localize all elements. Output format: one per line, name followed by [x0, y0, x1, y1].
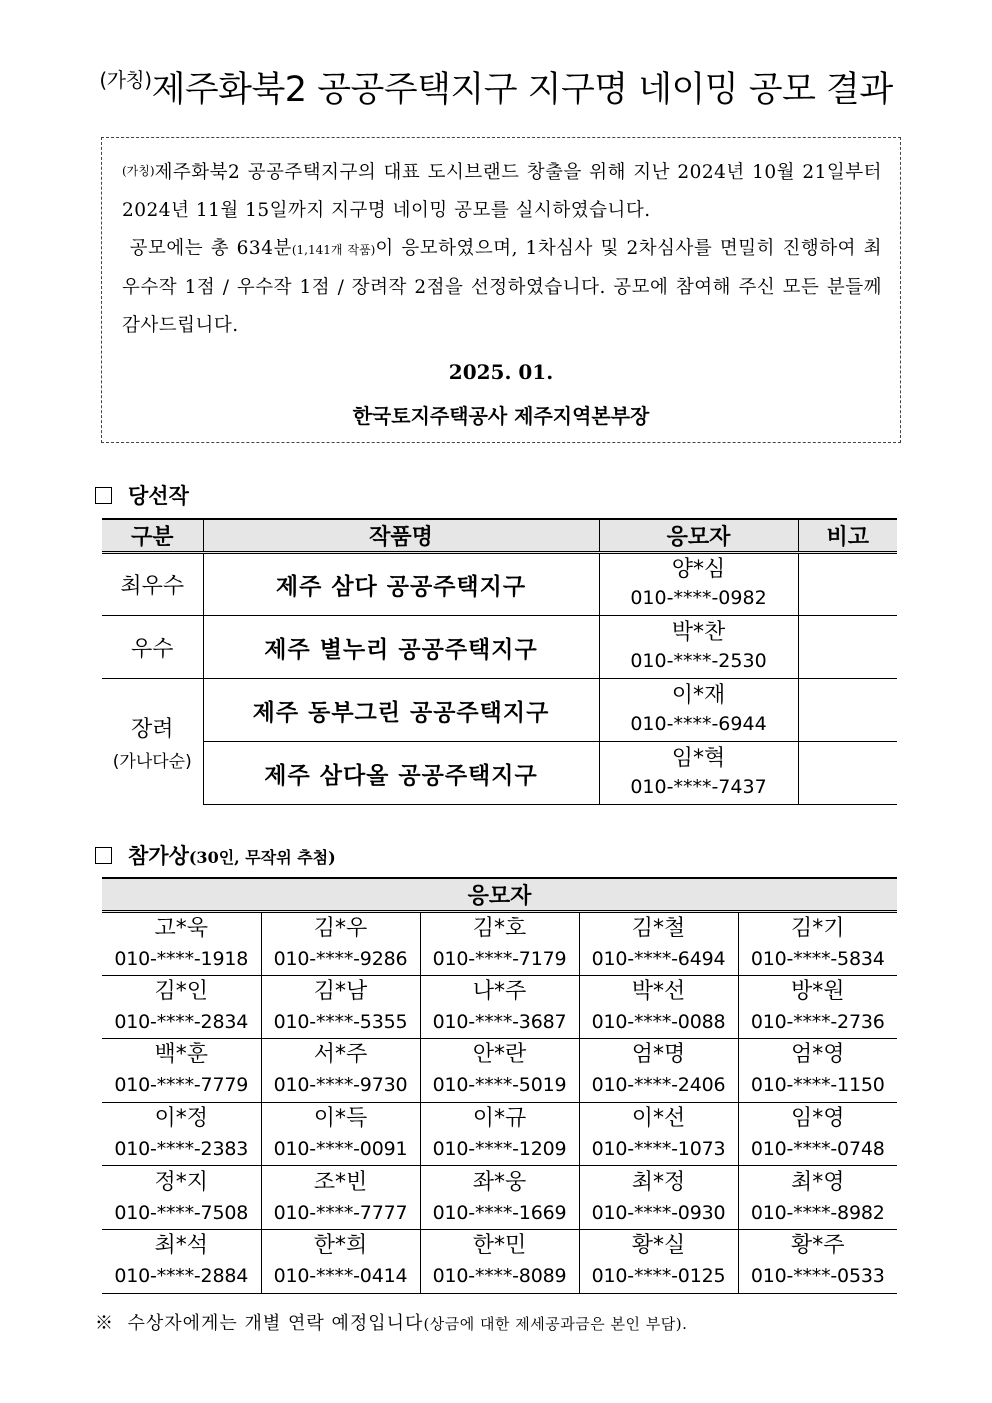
table-row [102, 616, 897, 679]
notice-p2-small: (1,141개 작품) [291, 243, 376, 257]
applicant-phone: 010-****-0091 [273, 1138, 408, 1161]
applicant-name: 박*선 [631, 978, 686, 1004]
applicant-cell [261, 1039, 420, 1103]
participation-body [102, 912, 897, 1294]
applicant-phone: 010-****-0982 [630, 587, 767, 609]
applicant-cell [579, 912, 738, 976]
applicant-name: 박*찬 [671, 619, 726, 645]
applicant-cell [420, 1229, 579, 1293]
participation-heading-text: 참가상 [128, 843, 189, 868]
applicant-cell [579, 1166, 738, 1230]
applicant-cell [102, 1166, 261, 1230]
applicant-cell [102, 1039, 261, 1103]
applicant-phone: 010-****-6944 [630, 712, 767, 735]
work-cell: 제주 동부그린 공공주택지구 [203, 679, 599, 742]
applicant-phone: 010-****-9286 [273, 947, 408, 970]
category-label: 장려 [130, 716, 174, 742]
header-applicant: 응모자 [599, 519, 798, 553]
participation-table [102, 877, 897, 1294]
applicant-cell [579, 975, 738, 1039]
winners-heading-text: 당선작 [128, 483, 189, 508]
applicant-phone: 010-****-2884 [114, 1265, 249, 1288]
header-note: 비고 [798, 519, 897, 553]
applicant-cell [599, 742, 798, 805]
applicant-cell [261, 1166, 420, 1230]
applicant-name: 이*정 [154, 1106, 208, 1132]
footnote [95, 1309, 687, 1335]
reference-mark-icon: ※ [95, 1313, 114, 1334]
work-cell: 제주 별누리 공공주택지구 [203, 616, 599, 679]
square-bullet-icon [95, 487, 112, 504]
participation-heading-sub: (30인, 무작위 추첨) [188, 848, 336, 867]
applicant-cell [102, 1229, 261, 1293]
applicant-phone: 010-****-2736 [750, 1010, 885, 1033]
applicant-phone: 010-****-8089 [432, 1265, 567, 1288]
work-cell: 제주 삼다 공공주택지구 [203, 553, 599, 616]
applicant-phone: 010-****-8982 [750, 1201, 885, 1224]
notice-box [101, 137, 901, 443]
applicant-name: 고*욱 [154, 915, 208, 941]
applicant-name: 나*주 [472, 978, 527, 1004]
table-row [102, 1166, 897, 1230]
applicant-phone: 010-****-7777 [273, 1201, 408, 1224]
winners-table [102, 518, 897, 805]
notice-paragraph-2 [122, 230, 882, 345]
notice-p1-prefix: (가칭) [122, 164, 155, 178]
applicant-name: 안*란 [472, 1042, 527, 1068]
applicant-cell [261, 1102, 420, 1166]
applicant-cell [420, 1102, 579, 1166]
applicant-name: 김*철 [631, 915, 686, 941]
notice-p2-a: 공모에는 총 634분 [129, 238, 292, 259]
applicant-cell [599, 616, 798, 679]
applicant-cell [738, 1229, 897, 1293]
table-row [102, 553, 897, 616]
applicant-name: 이*득 [313, 1106, 368, 1132]
applicant-phone: 010-****-1669 [432, 1201, 567, 1224]
category-cell: 최우수 [102, 553, 203, 616]
applicant-cell [738, 1102, 897, 1166]
applicant-name: 이*규 [472, 1106, 527, 1132]
title-main: 제주화북2 공공주택지구 지구명 네이밍 공모 결과 [151, 70, 893, 110]
applicant-name: 조*빈 [313, 1169, 368, 1195]
notice-p2-b: 이 응모하였으며, 1차심사 및 2차심사를 면밀히 진행하여 최우수작 1점 / 우수작 1점 / 장려작 2점을 선정하였습니다. 공모에 참여해 주신 모든 분들께 감사드립니다. [122, 238, 882, 336]
winners-heading [95, 480, 189, 510]
applicant-phone: 010-****-6494 [591, 947, 726, 970]
applicant-cell [261, 1229, 420, 1293]
note-cell [798, 616, 897, 679]
applicant-phone: 010-****-5834 [750, 947, 885, 970]
applicant-phone: 010-****-7508 [114, 1201, 249, 1224]
applicant-phone: 010-****-0088 [591, 1010, 726, 1033]
applicant-name: 김*인 [154, 978, 208, 1004]
applicant-cell [420, 912, 579, 976]
winners-header-row [102, 519, 897, 553]
applicant-phone: 010-****-5355 [273, 1010, 408, 1033]
applicant-cell [738, 912, 897, 976]
table-row [102, 1039, 897, 1103]
applicant-name: 이*재 [671, 682, 726, 708]
square-bullet-icon [95, 847, 112, 864]
page-title [0, 62, 992, 112]
note-cell [798, 553, 897, 616]
applicant-cell [599, 553, 798, 616]
applicant-name: 김*호 [472, 915, 527, 941]
applicant-cell [261, 975, 420, 1039]
applicant-phone: 010-****-2406 [591, 1074, 726, 1097]
applicant-cell [102, 975, 261, 1039]
table-row [102, 975, 897, 1039]
applicant-name: 양*심 [671, 557, 726, 582]
applicant-phone: 010-****-0125 [591, 1265, 726, 1288]
applicant-name: 김*남 [313, 978, 368, 1004]
applicant-name: 김*우 [313, 915, 368, 941]
table-row [102, 679, 897, 742]
applicant-name: 서*주 [313, 1042, 368, 1068]
applicant-name: 정*지 [154, 1169, 208, 1195]
applicant-phone: 010-****-1150 [750, 1074, 885, 1097]
applicant-name: 한*희 [313, 1233, 368, 1259]
applicant-cell [738, 1166, 897, 1230]
applicant-name: 좌*웅 [472, 1169, 527, 1195]
title-prefix: (가칭) [99, 68, 152, 92]
applicant-phone: 010-****-1209 [432, 1138, 567, 1161]
applicant-cell [102, 912, 261, 976]
table-row [102, 742, 897, 805]
applicant-phone: 010-****-1073 [591, 1138, 726, 1161]
category-cell: 우수 [102, 616, 203, 679]
applicant-phone: 010-****-3687 [432, 1010, 567, 1033]
header-applicant: 응모자 [102, 878, 897, 912]
applicant-phone: 010-****-7437 [630, 775, 767, 798]
header-work: 작품명 [203, 519, 599, 553]
applicant-cell [261, 912, 420, 976]
notice-paragraph-1 [122, 152, 882, 230]
applicant-phone: 010-****-7179 [432, 947, 567, 970]
applicant-name: 임*혁 [671, 745, 726, 771]
applicant-cell [579, 1039, 738, 1103]
applicant-name: 백*훈 [154, 1042, 208, 1068]
applicant-name: 임*영 [790, 1106, 845, 1132]
applicant-phone: 010-****-1918 [114, 947, 249, 970]
header-category: 구분 [102, 519, 203, 553]
applicant-name: 최*영 [790, 1169, 845, 1195]
applicant-phone: 010-****-5019 [432, 1074, 567, 1097]
applicant-phone: 010-****-2834 [114, 1010, 249, 1033]
note-cell [798, 679, 897, 742]
applicant-phone: 010-****-2383 [114, 1138, 249, 1161]
category-sub: (가나다순) [112, 751, 192, 772]
table-row [102, 1229, 897, 1293]
applicant-cell [420, 1166, 579, 1230]
applicant-cell [579, 1229, 738, 1293]
applicant-name: 한*민 [472, 1233, 527, 1259]
work-cell: 제주 삼다올 공공주택지구 [203, 742, 599, 805]
category-cell [102, 679, 203, 805]
applicant-phone: 010-****-0930 [591, 1201, 726, 1224]
applicant-phone: 010-****-0533 [750, 1265, 885, 1288]
footnote-text: 수상자에게는 개별 연락 예정입니다 [127, 1313, 424, 1334]
table-row [102, 1102, 897, 1166]
table-row [102, 912, 897, 976]
applicant-phone: 010-****-0748 [750, 1138, 885, 1161]
applicant-name: 엄*영 [790, 1042, 845, 1068]
notice-date: 2025. 01. [448, 360, 554, 384]
applicant-name: 엄*명 [631, 1042, 686, 1068]
footnote-small: (상금에 대한 제세공과금은 본인 부담). [423, 1315, 688, 1333]
applicant-name: 방*원 [790, 978, 845, 1004]
applicant-cell [738, 975, 897, 1039]
applicant-cell [102, 1102, 261, 1166]
notice-org: 한국토지주택공사 제주지역본부장 [352, 404, 650, 428]
notice-p1-text: 제주화북2 공공주택지구의 대표 도시브랜드 창출을 위해 지난 2024년 10월 21일부터 2024년 11월 15일까지 지구명 네이밍 공모를 실시하였습니다. [122, 162, 882, 221]
applicant-name: 황*실 [631, 1233, 686, 1259]
applicant-name: 김*기 [790, 915, 845, 941]
applicant-phone: 010-****-0414 [273, 1265, 408, 1288]
applicant-phone: 010-****-9730 [273, 1074, 408, 1097]
applicant-cell [738, 1039, 897, 1103]
applicant-cell [420, 1039, 579, 1103]
note-cell [798, 742, 897, 805]
applicant-name: 이*선 [631, 1106, 686, 1132]
applicant-cell [599, 679, 798, 742]
applicant-phone: 010-****-7779 [114, 1074, 249, 1097]
applicant-name: 황*주 [790, 1233, 845, 1259]
applicant-cell [579, 1102, 738, 1166]
participation-heading [95, 840, 336, 870]
applicant-name: 최*정 [631, 1169, 686, 1195]
applicant-cell [420, 975, 579, 1039]
applicant-name: 최*석 [154, 1233, 208, 1259]
participation-header-row [102, 878, 897, 912]
applicant-phone: 010-****-2530 [630, 649, 767, 672]
